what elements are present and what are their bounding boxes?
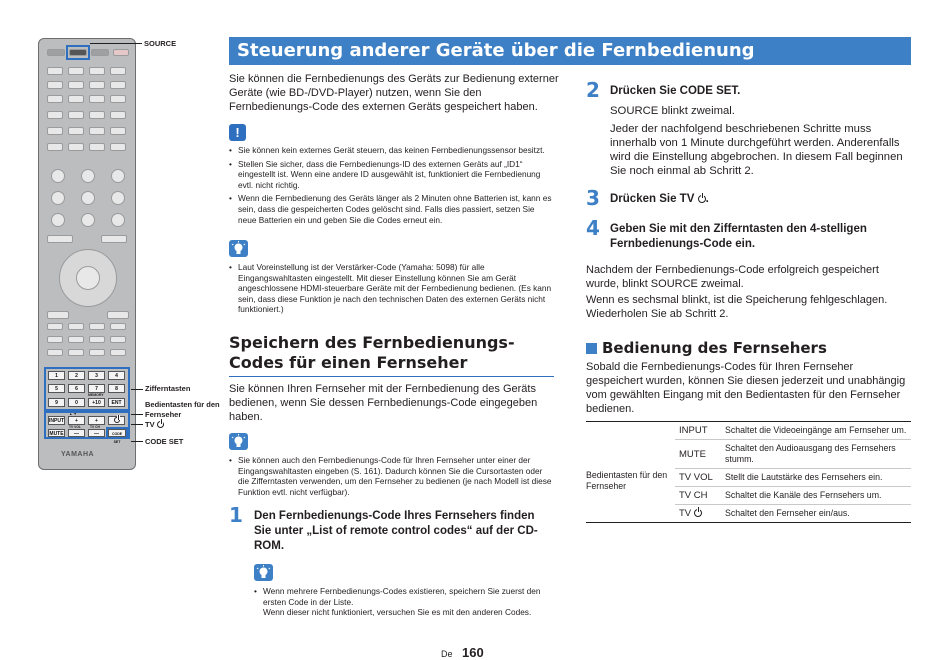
remote-button — [47, 67, 63, 75]
step-number: 1 — [229, 503, 243, 527]
remote-button — [89, 323, 105, 330]
callout-tv-keys-1: Bedientasten für den — [145, 400, 220, 409]
remote-button — [47, 111, 63, 119]
key-6: 6 — [68, 384, 85, 393]
hint-list — [254, 586, 556, 621]
warning-item: • Sie können kein externes Gerät steuern, das keinen Fernbedienungssensor besitzt. — [229, 145, 555, 156]
remote-button — [47, 95, 63, 103]
tv-ch-label: TV CH — [90, 425, 100, 429]
warning-item: • Wenn die Fernbedienung des Geräts länger als 2 Minuten ohne Batterien ist, kann es sein, dass die gespeicherten Codes gelöscht sind. Falls dies passiert, setzen Sie neue Batterien ein und geben Sie die Codes erneut ein. — [229, 193, 555, 225]
remote-button — [47, 49, 65, 56]
table-row — [675, 422, 911, 440]
section-marker — [586, 343, 597, 354]
remote-button — [110, 95, 126, 103]
remote-button — [51, 213, 65, 227]
remote-button — [81, 191, 95, 205]
remote-button — [110, 127, 126, 135]
table-key: INPUT — [675, 422, 721, 440]
key-9: 9 — [48, 398, 65, 407]
hint-list — [229, 455, 555, 500]
remote-button — [89, 67, 105, 75]
page-number: 160 — [462, 645, 484, 660]
remote-button — [110, 67, 126, 75]
key-1: 1 — [48, 371, 65, 380]
remote-button — [89, 111, 105, 119]
section-title-tv-operation: Bedienung des Fernsehers — [586, 338, 908, 358]
remote-button — [110, 349, 126, 356]
key-3: 3 — [88, 371, 105, 380]
table-row — [675, 469, 911, 487]
table-body — [675, 422, 911, 522]
step-2-note: SOURCE blinkt zweimal. — [610, 105, 735, 117]
hint-item: • Sie können auch den Fernbedienungs-Code für Ihren Fernseher unter einer der Eingangswahltasten eingeben (S. 161). Dadurch können Sie die Cursortasten oder die Zifferntasten verwenden, um den Fernseher zu bedienen (je nach Modell ist diese Funktion evtl. nicht verfügbar). — [229, 455, 555, 497]
remote-button — [89, 127, 105, 135]
remote-button — [68, 349, 84, 356]
power-icon — [698, 195, 706, 203]
warning-item: • Stellen Sie sicher, dass die Fernbedienungs-ID des externen Geräts auf „ID1“ eingestellt ist. Wenn eine andere ID ausgewählt ist, funktioniert die Fernbedienung evtl. nicht richtig. — [229, 159, 555, 191]
tv-ch-up-key: + — [88, 416, 105, 425]
remote-button — [68, 67, 84, 75]
key-5: 5 — [48, 384, 65, 393]
step-number: 2 — [586, 78, 600, 102]
remote-button — [47, 143, 63, 151]
tv-vol-up-key: + — [68, 416, 85, 425]
power-icon — [694, 509, 702, 517]
step-3-title: Drücken Sie TV . — [610, 193, 709, 205]
key-plus10: +10 — [88, 398, 105, 407]
table-row — [675, 487, 911, 505]
remote-button — [91, 49, 109, 56]
power-icon — [157, 421, 164, 428]
remote-button — [89, 143, 105, 151]
section2-intro: Sobald die Fernbedienungs-Codes für Ihren Fernseher gespeichert wurden, können Sie diesen jederzeit und unabhängig vom gewählten Eingang mit den Bedientasten für den Fernseher bedienen. — [586, 361, 906, 415]
callout-numeric-keys: Zifferntasten — [145, 384, 191, 393]
source-highlight — [66, 45, 90, 60]
step-4-title: Geben Sie mit den Zifferntasten den 4-stelligen Fernbedienungs-Code ein. — [610, 223, 867, 250]
remote-button — [47, 127, 63, 135]
key-7: 7 — [88, 384, 105, 393]
section-title-store-code: Speichern des Fernbedienungs-Codes für einen Fernseher — [229, 333, 515, 372]
hint-item: • Wenn mehrere Fernbedienungs-Codes existieren, speichern Sie zuerst den ersten Code in der Liste. Wenn dieser nicht funktioniert, versuchen Sie es mit den anderen Codes. — [254, 586, 556, 618]
enter-button — [76, 266, 100, 290]
tv-mute-key: MUTE — [49, 431, 64, 437]
footer-language: De — [441, 649, 453, 659]
tv-power-key — [108, 416, 125, 425]
tv-input-key: INPUT — [49, 418, 64, 424]
callout-code-set: CODE SET — [145, 437, 184, 446]
callout-line — [131, 441, 143, 442]
step-2-title: Drücken Sie CODE SET. — [610, 85, 741, 97]
remote-button — [101, 235, 127, 243]
remote-button — [51, 191, 65, 205]
remote-button — [110, 111, 126, 119]
remote-button — [68, 81, 84, 89]
remote-button — [68, 127, 84, 135]
remote-button — [68, 95, 84, 103]
yamaha-logo: YAMAHA — [61, 451, 95, 458]
warning-icon: ! — [229, 124, 246, 141]
table-key: TV — [675, 505, 721, 523]
remote-power-button — [113, 49, 129, 56]
callout-tv: TV — [145, 420, 164, 429]
memory-label: MEMORY — [88, 393, 104, 397]
hint-icon — [254, 564, 273, 581]
key-ent: ENT — [108, 398, 125, 407]
tv-indicator: ▲ ▼ — [69, 412, 77, 416]
power-icon — [114, 417, 120, 423]
tv-ch-down-key: — — [88, 429, 105, 437]
remote-button — [68, 143, 84, 151]
hint-list — [229, 262, 555, 318]
remote-button — [111, 169, 125, 183]
page-title: Steuerung anderer Geräte über die Fernbedienung — [229, 37, 911, 65]
remote-button — [68, 323, 84, 330]
table-group-label: Bedientasten für den Fernseher — [586, 470, 668, 491]
callout-source: SOURCE — [144, 39, 177, 48]
remote-button — [89, 349, 105, 356]
hint-icon — [229, 240, 248, 257]
callout-line — [131, 424, 143, 425]
table-desc: Schaltet die Videoeingänge am Fernseher um. — [721, 422, 911, 440]
step-number: 4 — [586, 216, 600, 240]
remote-button — [89, 336, 105, 343]
callout-tv-keys-2: Fernseher — [145, 410, 182, 419]
table-desc: Schaltet den Audioausgang des Fernsehers stumm. — [721, 440, 911, 469]
table-key: TV VOL — [675, 469, 721, 487]
intro-paragraph: Sie können die Fernbedienungs des Geräts zur Bedienung externer Geräte (wie BD-/DVD-Player) nutzen, wenn Sie den Fernbedienungs-Code des externen Geräts gespeichert haben. — [229, 73, 559, 113]
remote-button — [68, 111, 84, 119]
remote-button — [51, 169, 65, 183]
key-0: 0 — [68, 398, 85, 407]
remote-button — [110, 143, 126, 151]
key-4: 4 — [108, 371, 125, 380]
step-1-text: Den Fernbedienungs-Code Ihres Fernsehers finden Sie unter „List of remote control codes“ auf der CD-ROM. — [254, 510, 538, 552]
table-row — [675, 440, 911, 469]
remote-button — [81, 169, 95, 183]
remote-button — [47, 81, 63, 89]
tv-vol-down-key: — — [68, 429, 85, 437]
key-2: 2 — [68, 371, 85, 380]
remote-button — [89, 81, 105, 89]
section-rule — [229, 376, 554, 377]
hint-item: • Laut Voreinstellung ist der Verstärker-Code (Yamaha: 5098) für alle Eingangswahltasten eingestellt. Mit dieser Einstellung können Sie am Gerät angeschlossene HDMI-steuerbare Geräte mit der Fernbedienung bedienen. (Es kann sein, dass diese Funktion je nach den technischen Daten des externen Geräts nicht funktioniert.) — [229, 262, 555, 315]
remote-button — [81, 213, 95, 227]
callout-line — [90, 43, 142, 44]
code-set-key: CODE SET — [108, 429, 126, 437]
result-success: Nachdem der Fernbedienungs-Code erfolgreich gespeichert wurde, blinkt SOURCE zweimal. — [586, 264, 879, 290]
remote-button — [110, 81, 126, 89]
result-failure: Wenn es sechsmal blinkt, ist die Speicherung fehlgeschlagen. Wiederholen Sie ab Schritt 2. — [586, 294, 888, 320]
step-2-detail: Jeder der nachfolgend beschriebenen Schritte muss innerhalb von 1 Minute durchgeführt werden. Anderenfalls wird die Einstellung abgebrochen. In diesem Fall beginnen Sie noch einmal ab Schritt 2. — [610, 123, 903, 177]
remote-button — [111, 213, 125, 227]
remote-button — [89, 95, 105, 103]
tv-vol-label: TV VOL — [69, 425, 81, 429]
remote-button — [47, 311, 69, 319]
remote-button — [111, 191, 125, 205]
remote-button — [68, 336, 84, 343]
remote-button — [47, 235, 73, 243]
table-desc: Stellt die Lautstärke des Fernsehers ein. — [721, 469, 911, 487]
remote-button — [47, 349, 63, 356]
remote-button — [47, 323, 63, 330]
key-8: 8 — [108, 384, 125, 393]
warning-list — [229, 145, 555, 228]
table-desc: Schaltet den Fernseher ein/aus. — [725, 508, 850, 518]
remote-button — [47, 336, 63, 343]
table-row — [675, 505, 911, 523]
remote-illustration — [38, 38, 136, 470]
table-desc: Schaltet die Kanäle des Fernsehers um. — [721, 487, 911, 505]
callout-line — [131, 414, 143, 415]
remote-button — [107, 311, 129, 319]
hint-icon — [229, 433, 248, 450]
callout-line — [131, 389, 143, 390]
step-number: 3 — [586, 186, 600, 210]
section-intro: Sie können Ihren Fernseher mit der Fernbedienung des Geräts bedienen, wenn Sie dessen Fernbedienungs-Code eingegeben haben. — [229, 383, 538, 423]
remote-button — [110, 336, 126, 343]
tv-keys-table — [586, 421, 911, 523]
remote-button — [110, 323, 126, 330]
table-key: MUTE — [675, 440, 721, 469]
table-key: TV CH — [675, 487, 721, 505]
